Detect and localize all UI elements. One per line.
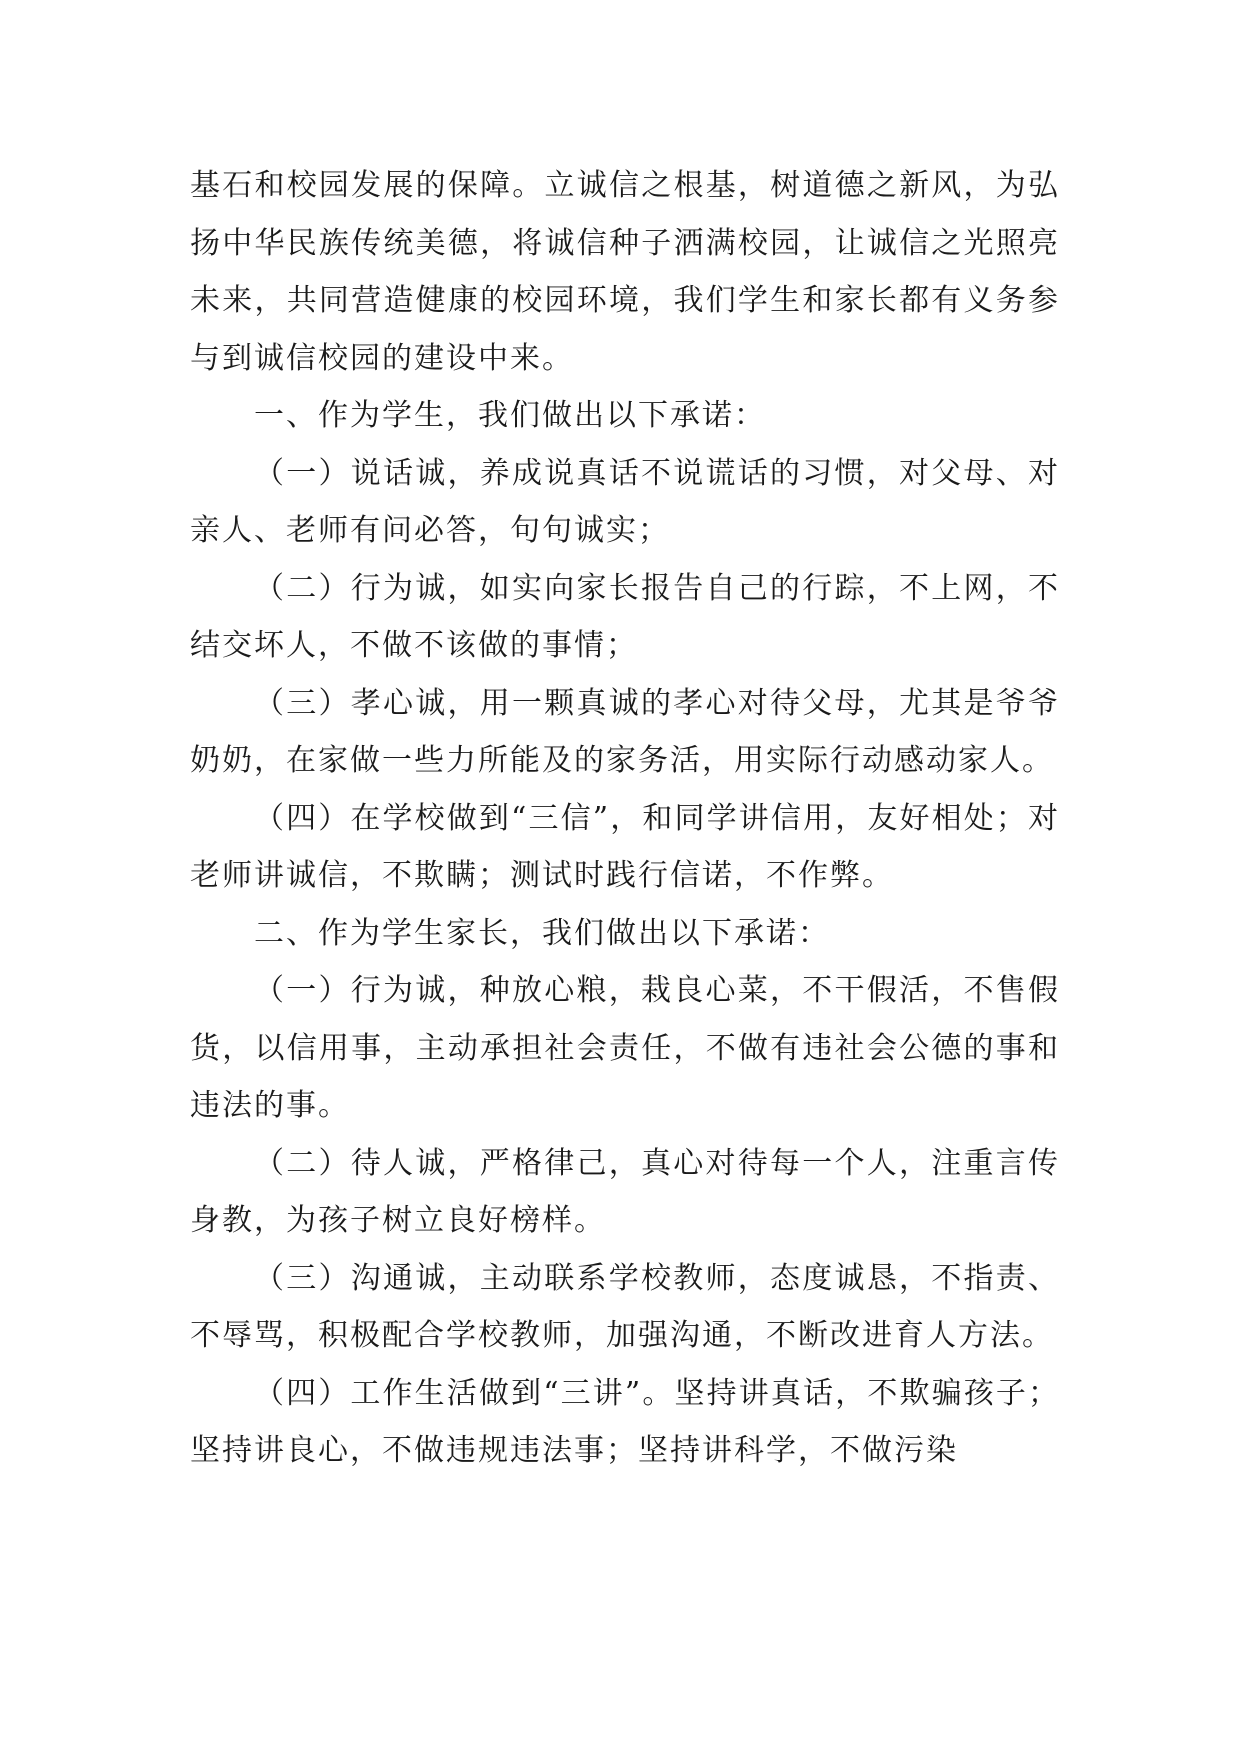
parent-pledge-3: （三）沟通诚，主动联系学校教师，态度诚恳，不指责、不辱骂，积极配合学校教师，加强沟通，不断改进育人方法。: [190, 1260, 1060, 1353]
parent-pledge-1: （一）行为诚，种放心粮，栽良心菜，不干假活，不售假货，以信用事，主动承担社会责任，不做有违社会公德的事和违法的事。: [190, 973, 1060, 1123]
section-heading-parents: 二、作为学生家长，我们做出以下承诺：: [254, 915, 830, 951]
student-pledge-2: （二）行为诚，如实向家长报告自己的行踪，不上网，不结交坏人，不做不该做的事情；: [190, 570, 1060, 663]
parent-pledge-4: （四）工作生活做到“三讲”。坚持讲真话，不欺骗孩子；坚持讲良心，不做违规违法事；坚持讲科学，不做污染: [190, 1375, 1060, 1468]
student-pledge-1: （一）说话诚，养成说真话不说谎话的习惯，对父母、对亲人、老师有问必答，句句诚实；: [190, 455, 1060, 548]
student-pledge-4: （四）在学校做到“三信”，和同学讲信用，友好相处；对老师讲诚信，不欺瞒；测试时践行信诺，不作弊。: [190, 800, 1060, 893]
parent-pledge-2: （二）待人诚，严格律己，真心对待每一个人，注重言传身教，为孩子树立良好榜样。: [190, 1145, 1060, 1238]
paragraph-intro: 基石和校园发展的保障。立诚信之根基，树道德之新风，为弘扬中华民族传统美德，将诚信种子洒满校园，让诚信之光照亮未来，共同营造健康的校园环境，我们学生和家长都有义务参与到诚信校园的建设中来。: [190, 168, 1060, 376]
document-body: [190, 157, 1060, 1480]
student-pledge-3: （三）孝心诚，用一颗真诚的孝心对待父母，尤其是爷爷奶奶，在家做一些力所能及的家务活，用实际行动感动家人。: [190, 685, 1060, 778]
section-heading-students: 一、作为学生，我们做出以下承诺：: [254, 398, 766, 433]
